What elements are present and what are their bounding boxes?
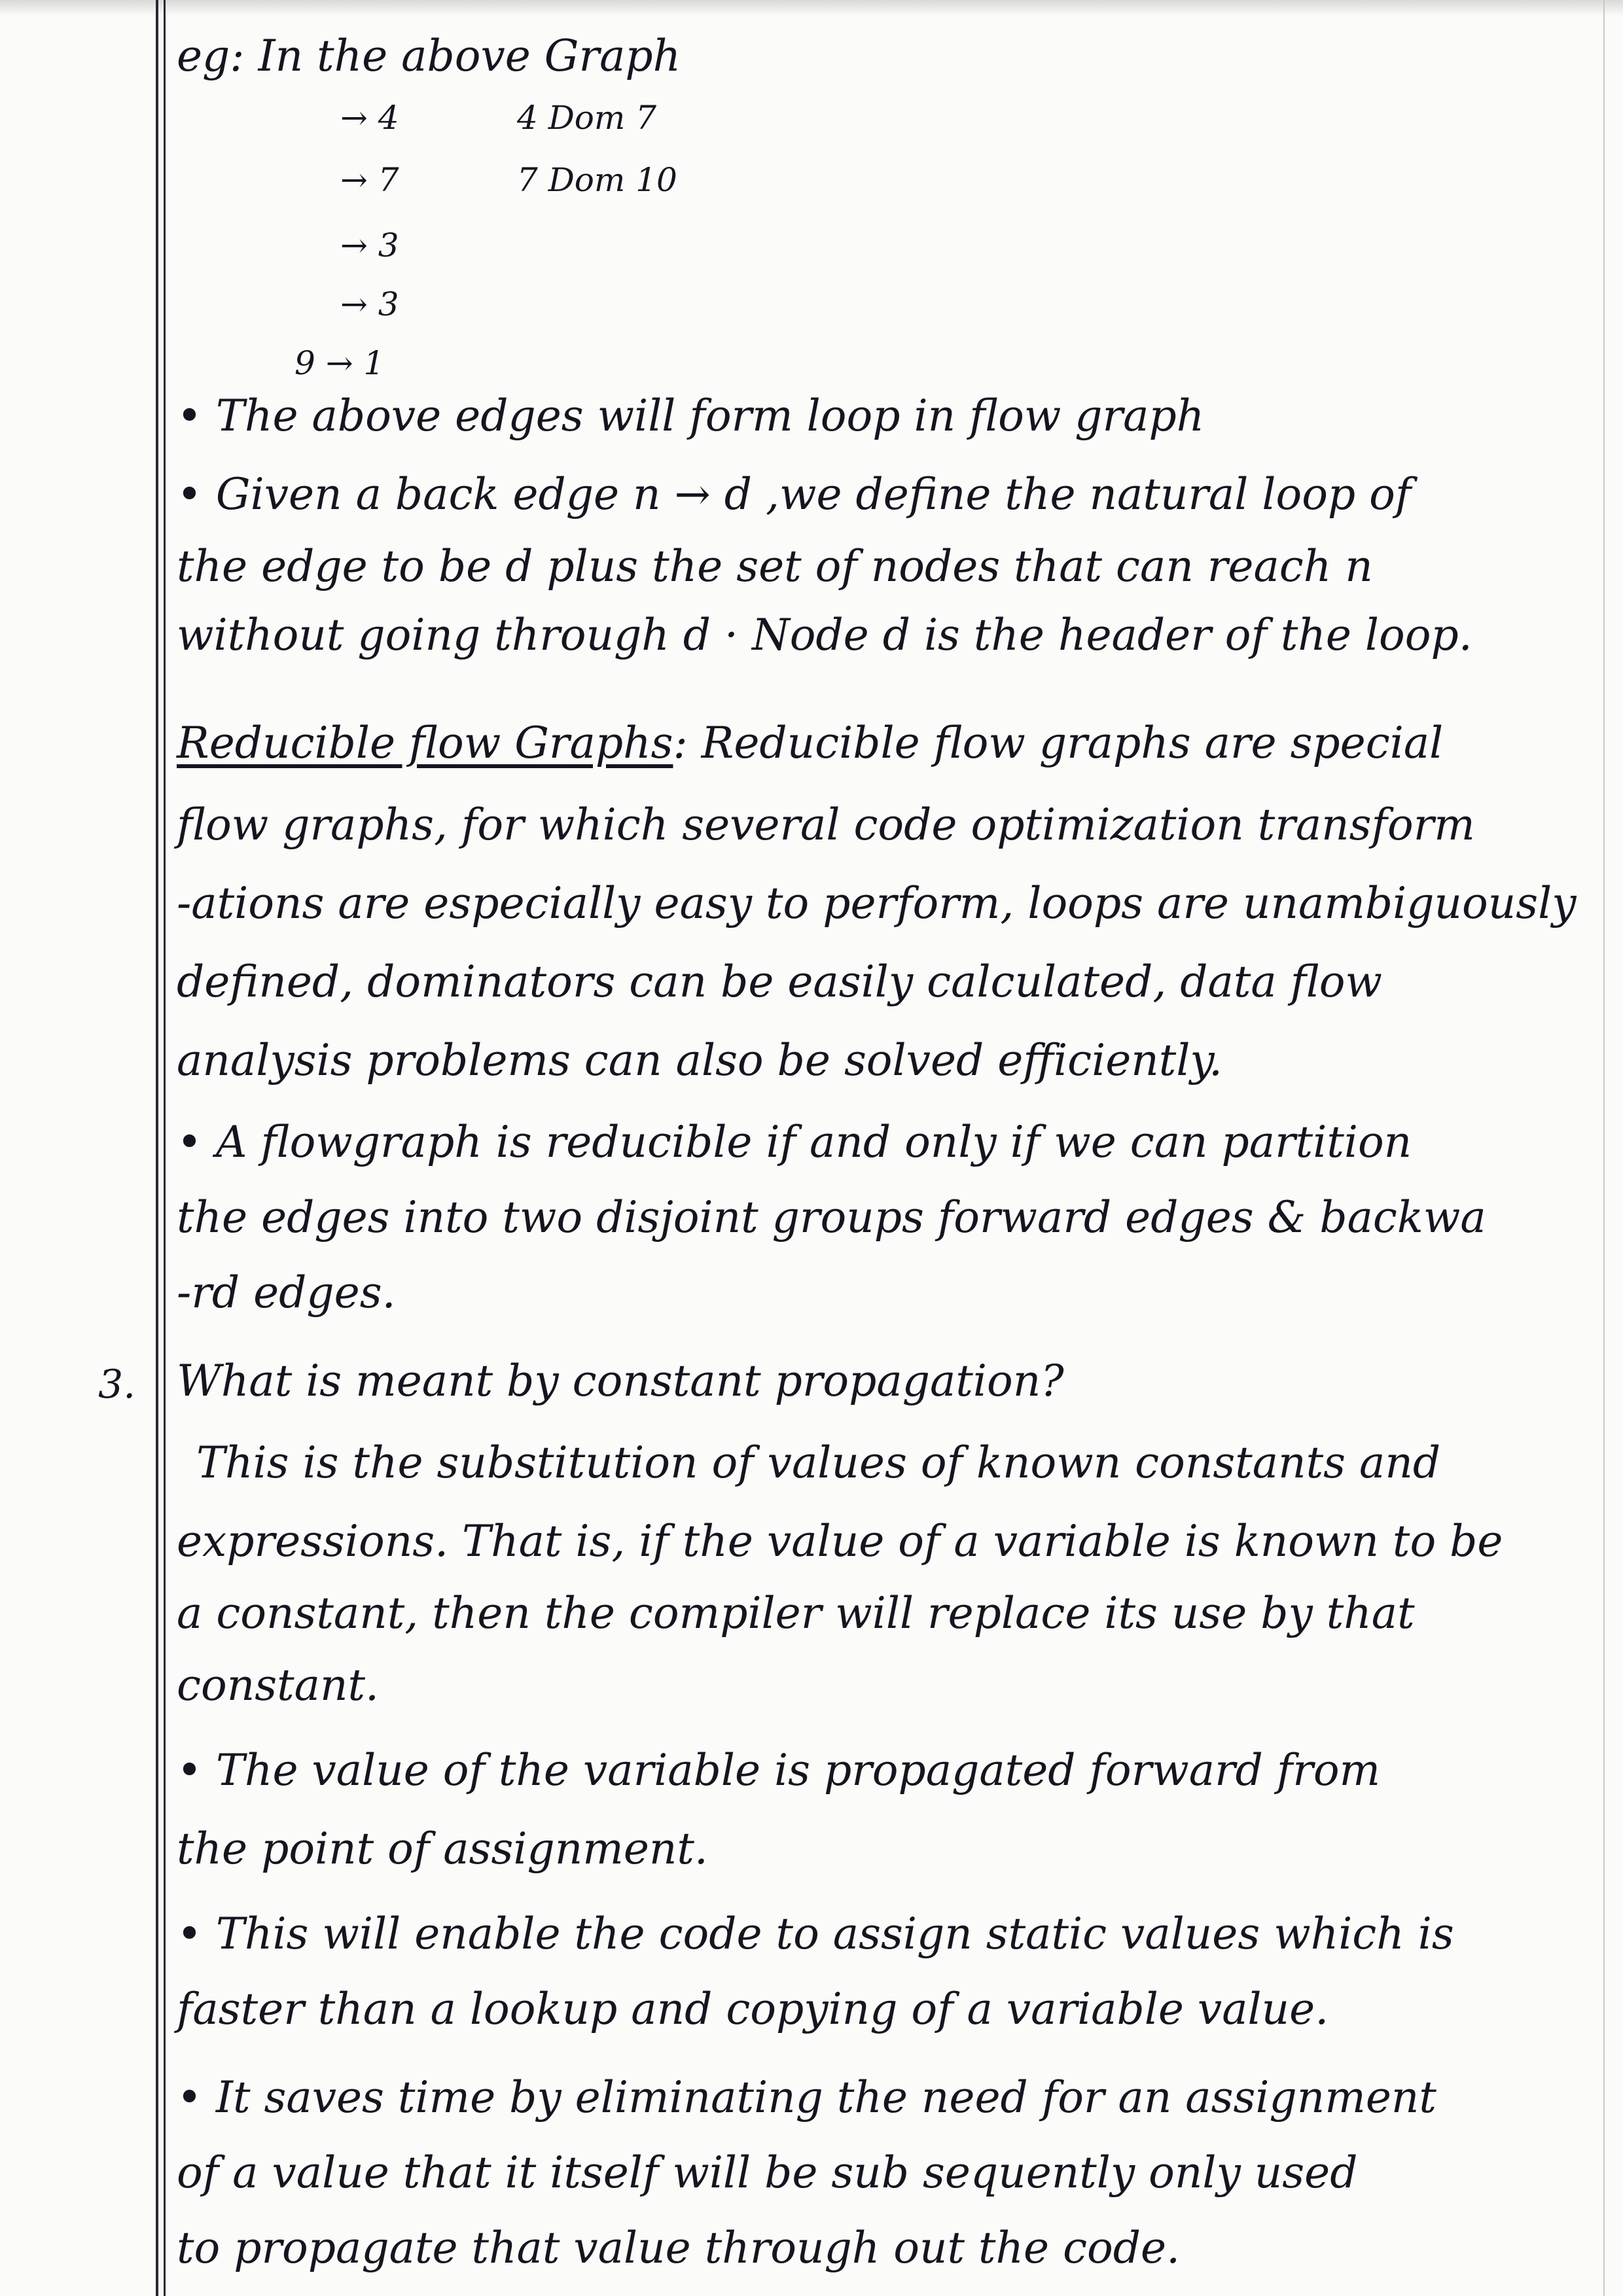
reducible-definition-start: : Reducible flow graphs are special <box>673 718 1444 768</box>
loop-point-2: • Given a back edge n → d ,we define the natural loop of <box>177 469 1412 520</box>
answer-line-4: constant. <box>177 1660 379 1710</box>
loop-point-3: the edge to be d plus the set of nodes that can reach n <box>177 541 1373 592</box>
edge-2: → 7 <box>340 161 399 199</box>
answer-line-5: • The value of the variable is propagated forward from <box>177 1745 1381 1795</box>
loop-point-4: without going through d · Node d is the header of the loop. <box>177 610 1472 660</box>
answer-line-6: the point of assignment. <box>177 1824 708 1874</box>
answer-line-8: faster than a lookup and copying of a variable value. <box>177 1984 1329 2034</box>
edge-1-note: 4 Dom 7 <box>517 99 657 137</box>
reducible-line-4: defined, dominators can be easily calculated, data flow <box>177 957 1382 1007</box>
edge-4: → 3 <box>340 285 399 323</box>
answer-line-11: to propagate that value through out the code. <box>177 2223 1181 2273</box>
answer-line-2: expressions. That is, if the value of a variable is known to be <box>177 1516 1503 1566</box>
question-title: What is meant by constant propagation? <box>177 1356 1064 1406</box>
reducible-line-3: -ations are especially easy to perform, loops are unambiguously <box>177 878 1577 928</box>
edge-5: 9 → 1 <box>294 344 385 382</box>
edge-2-note: 7 Dom 10 <box>517 161 677 199</box>
loop-point-1: • The above edges will form loop in flow graph <box>177 391 1205 441</box>
answer-line-1: This is the substitution of values of known constants and <box>196 1438 1441 1488</box>
reducible-line-7: the edges into two disjoint groups forward edges & backwa <box>177 1192 1486 1243</box>
margin-line <box>156 0 158 2296</box>
answer-line-3: a constant, then the compiler will replace its use by that <box>177 1588 1415 1638</box>
example-intro: eg: In the above Graph <box>177 31 681 81</box>
margin-line-inner <box>164 0 166 2296</box>
question-number: 3. <box>98 1362 136 1407</box>
page-right-edge <box>1603 0 1605 2296</box>
edge-1: → 4 <box>340 99 399 137</box>
page-top-edge <box>0 0 1623 16</box>
reducible-line-8: -rd edges. <box>177 1267 396 1318</box>
reducible-line-2: flow graphs, for which several code optimization transform <box>177 800 1475 850</box>
edge-3: → 3 <box>340 226 399 264</box>
answer-line-9: • It saves time by eliminating the need for an assignment <box>177 2072 1436 2123</box>
answer-line-7: • This will enable the code to assign static values which is <box>177 1909 1454 1959</box>
reducible-line-6: • A flowgraph is reducible if and only if we can partition <box>177 1117 1412 1167</box>
answer-line-10: of a value that it itself will be sub sequently only used <box>177 2147 1358 2198</box>
reducible-line-5: analysis problems can also be solved efficiently. <box>177 1035 1222 1086</box>
reducible-line-1 <box>177 713 1584 773</box>
reducible-heading: Reducible flow Graphs <box>177 718 673 768</box>
